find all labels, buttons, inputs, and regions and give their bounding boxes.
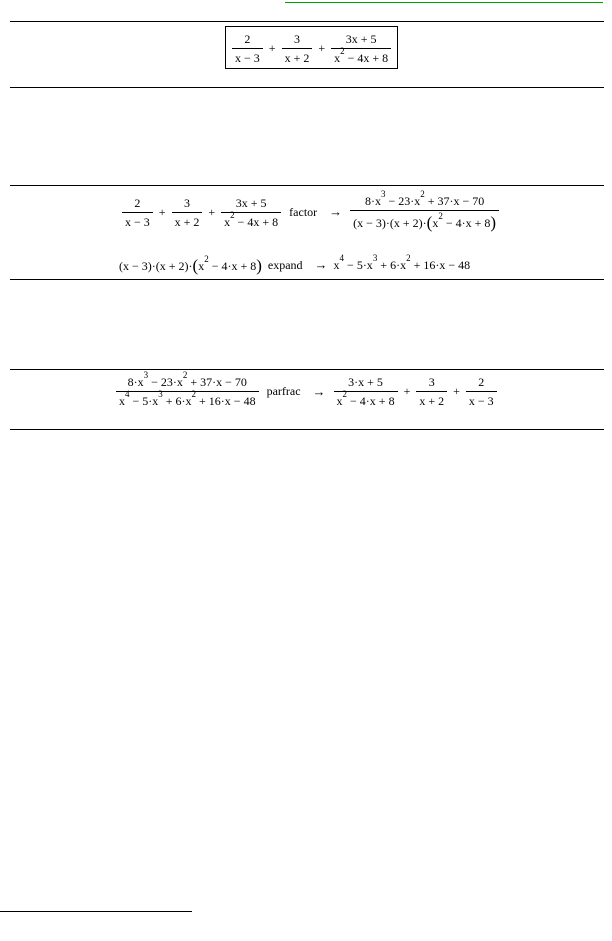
fraction-1 (232, 32, 263, 65)
math-region-factor-expand[interactable] (10, 185, 604, 280)
plus-operator: + (318, 41, 326, 55)
fraction-1 (122, 196, 153, 229)
math-region-expression[interactable] (10, 21, 604, 88)
denominator: $x^2 - 4\cdot x + 8$ (334, 391, 398, 408)
plus-operator: + (268, 41, 276, 55)
numerator: 3·x + 5 (348, 375, 383, 389)
numerator: $8\cdot x^3 - 23\cdot x^2 + 37\cdot x - 70$ (364, 189, 485, 208)
fraction-3 (331, 32, 391, 65)
arrow-icon: → (314, 257, 328, 272)
numerator: 3 (183, 195, 190, 210)
numerator: 3x + 5 (345, 32, 377, 46)
denominator: x − 3 (466, 391, 497, 408)
fraction-2 (282, 32, 313, 65)
plus-operator: + (158, 204, 166, 219)
numerator: 3 (293, 32, 300, 46)
arrow-icon: → (312, 383, 326, 399)
expand-keyword: expand (267, 257, 303, 272)
numerator: 2 (478, 375, 485, 389)
expand-input: $(x - 3)\cdot(x + 2)\cdot(x^2 - 4\cdot x + 8)$ (119, 254, 262, 275)
denominator: x − 3 (232, 48, 263, 65)
plus-operator: + (403, 384, 411, 398)
footnote-rule (0, 911, 192, 912)
parfrac-row (114, 370, 499, 408)
denominator: $x^2 - 4x + 8$ (331, 48, 391, 65)
term-1 (334, 375, 398, 408)
expand-row (119, 252, 471, 275)
plus-operator: + (208, 204, 216, 219)
parfrac-input (116, 370, 259, 408)
numerator: 3 (428, 375, 435, 389)
factor-keyword: factor (289, 204, 318, 219)
factor-result (350, 189, 499, 232)
header-rule (285, 2, 603, 3)
expression-frame (225, 26, 398, 69)
fraction-2 (172, 196, 203, 229)
denominator: $(x - 3)\cdot(x + 2)\cdot(x^2 - 4\cdot x + 8)$ (350, 210, 499, 230)
fraction-3 (221, 196, 281, 229)
numerator: 2 (244, 32, 251, 46)
denominator: x − 3 (122, 212, 153, 229)
denominator: x + 2 (172, 212, 203, 229)
expand-result: $x^4 - 5\cdot x^3 + 6\cdot x^2 + 16\cdot x - 48$ (333, 252, 471, 272)
arrow-icon: → (329, 204, 343, 219)
denominator: $x^2 - 4x + 8$ (221, 212, 281, 229)
denominator: x + 2 (282, 48, 313, 65)
numerator: 3x + 5 (235, 195, 267, 210)
term-3 (466, 375, 497, 408)
denominator: $x^4 - 5\cdot x^3 + 6\cdot x^2 + 16\cdot x - 48$ (116, 391, 259, 408)
denominator: x + 2 (416, 391, 447, 408)
math-region-parfrac[interactable] (10, 369, 604, 430)
plus-operator: + (453, 384, 460, 398)
parfrac-keyword: parfrac (266, 384, 301, 398)
term-2 (416, 375, 447, 408)
factor-row (120, 189, 501, 232)
numerator: $8\cdot x^3 - 23\cdot x^2 + 37\cdot x - 70$ (127, 370, 247, 389)
numerator: 2 (134, 195, 141, 210)
